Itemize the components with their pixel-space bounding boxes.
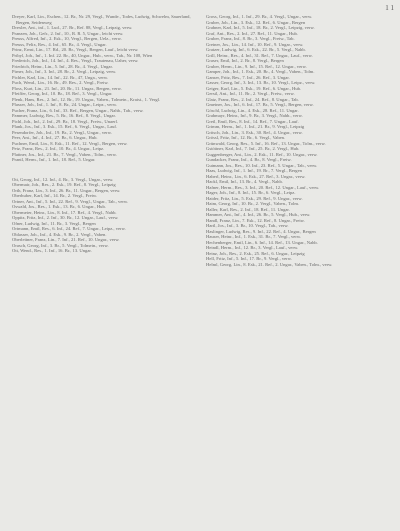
list-entry: Ofner, Ludwig, Inf., 11. Br., 3. Vergl., Bergen <box>12 220 96 226</box>
list-entry: Frederich, Joh., Inf., 14. Inf., 4. Res., Vergl., Trautenau, Uaher, verw. <box>12 58 139 63</box>
list-entry: Grabmayr, Heinr., Inf., 9. Br., 3. Vergl., Nahb., verw. <box>206 113 303 118</box>
list-entry: Gasser, Georg, Inf., 3. Inf., 13. Br., 10. Vergl., Leipz., verw. <box>206 80 316 85</box>
list-entry: Gruber, Herm., Lin., 9. Inf., 15. Ref., 12. Ungar., verw. <box>206 63 307 69</box>
list-entry: Plattner, Jos., Inf., 21. Br., 7. Vergl., Vaben., Tolm., verw. <box>12 151 117 157</box>
list-entry: Hell, Fritz, Inf., 5. Inf., 17. Br., 9. Vergl., verw. <box>206 256 292 261</box>
list-entry: Obermair, Joh., Res., 2. Esk., 19. Ref., 8. Vergl., Leipzig <box>12 182 116 187</box>
list-entry: Pichler, Karl, Lin., 14. Inf., 22. Br., 47, Unga., verw. <box>12 74 109 80</box>
list-entry: Hager, Joh., Inf., 8. Inf., 15. Br., 6. Vergl., Leipz. <box>206 190 296 195</box>
list-entry: Grimm, Herm., Inf., 1. Inf., 21. Br., 9. Vergl., Leipzig <box>206 124 305 129</box>
list-entry: Gamper, Joh., Inf., 1. Esk., 20. Br., 4. Vergl., Vaben., Tolm. <box>206 69 315 74</box>
list-entry: Puch, Wend., Lin., 16. Br., 49. Res., 2. Vergl., Freiw. <box>12 80 109 85</box>
list-entry: Pesendorfer, Joh., Inf., 19. Br., 2. Vergl., Ungar., verw. <box>12 129 112 135</box>
list-entry: Oberleitner, Franz, Lin., 7. Inf., 21. Ref., 10. Ungar., verw. <box>12 237 120 242</box>
list-entry: Orasch, Georg, Inf., 3. Br., 5. Vergl., Tolmein., verw. <box>12 242 109 248</box>
list-entry: Haider, Fritz, Lin., 5. Esk., 29. Ref., 9. Ungar., verw. <box>206 195 303 201</box>
list-entry: Gundacker, Franz, Inf., 4. Br., 8. Vergl., Freiw. <box>206 157 292 162</box>
list-entry: Preuss, Felix, Res., 4. Inf., 65. Br., 4. Vergl., Ungar. <box>12 41 107 47</box>
column-gap <box>12 163 192 177</box>
list-entry: Drexler, Ant., inf., 1. Lud., 27. Br., Ref. 88, Vergl., Leipzig, verw. <box>12 25 133 30</box>
list-entry: Grünwald, Georg, Res., 5. Inf., 16. Ref., 13. Ungar., Tolm., verw. <box>206 140 326 146</box>
list-entry: Oswald, Jos., Res., 1. Esk., 13. Br., 6. Ungar., Hub. <box>12 204 106 209</box>
list-entry: Graser, Emil, Inf., 2. Br., 8. Vergl., Bergen <box>206 58 284 63</box>
list-entry: Geiger, Karl, Lin., 5. Esk., 19. Ref., 6. Ungar., Hub. <box>206 85 302 91</box>
list-entry: Haller, Karl, Res., 2. Inf., 18. Ref., 11. Ungar. <box>206 206 290 212</box>
list-entry: Grabner, Karl, Inf., 5. Inf., 18. Br., 2. Vergl., Leipzig, verw. <box>206 25 315 30</box>
list-entry: Haslinger, Ludwig, Res., 9. Inf., 22. Ref., 4. Ungar., Bergen <box>206 228 316 234</box>
list-entry: Friedrich, Heinr., Lin., 5. Inf., 28. Br., 4. Vergl., Ungar. <box>12 63 113 69</box>
list-entry: Dreyer, Karl, Lin., Eschen., 12. Br., Nr. 29, Vergl., Wunde., Todes, Ludwig, Schwelm, Sauerland, Bergen, Seidenweg <box>12 14 191 25</box>
list-entry: Plenk, Hans, Res., 2. Inf., 12. Br., 19. Ungar., Vaben., Tolmein., Kraist., 1. Vergl. <box>12 96 161 102</box>
list-entry: Gutmann, Jos., Res., 10. Inf., 23. Ref., 5. Ungar., Tab., verw. <box>206 162 318 168</box>
list-entry: Glatz, Franz, Res., 2. Inf., 24. Ref., 8. Ungar., Tab. <box>206 96 299 102</box>
list-entry: Hauser, Heinr., Inf., 1. Esk., 31. Br., 7. Vergl., verw. <box>206 234 302 239</box>
list-entry: Gruber, Franz, Inf., 8. Br., 3. Vergl., Freiw., Tab. <box>206 36 295 41</box>
right-column-list <box>206 14 386 267</box>
list-entry: Graf, Ant., Res., 2. Inf., 27. Ref., 11. Ungar., Hub. <box>206 30 298 36</box>
list-entry: Ott, Wend., Res., 1. Inf., 16. Br., 13. Ungar. <box>12 248 92 253</box>
list-entry: Puchner, Emil, Lin., 8. Esk., 11. Ref., 12. Vergl., Bergen, verw. <box>12 140 128 146</box>
list-entry: Oblasser, Joh., Inf., 4. Esk., 9. Br., 2. Vergl., Vaben. <box>12 231 107 237</box>
list-entry: Gratzer, Ludwig, Inf., 6. Esk., 22. Br., 5. Vergl., Nahb. <box>206 47 306 52</box>
list-entry: Pichl, Joh., Inf., 2. Inf., 29. Br., 18. Vergl., Freiw., Unaerl. <box>12 118 119 124</box>
list-entry: Hartl, Jos., Inf., 3. Br., 10. Vergl., Tab., verw. <box>206 223 289 228</box>
list-entry: Oberhuber, Karl, Inf., 14. Br., 2. Vergl., Freiw. <box>12 193 98 198</box>
list-entry: Oppitz, Fritz, Inf., 2. Inf., 30. Br., 12. Ungar., Lauf., verw. <box>12 215 119 220</box>
list-entry: Guggenberger, Ant., Lin., 2. Esk., 11. Ref., 10. Ungar., verw. <box>206 151 318 157</box>
list-entry: Handl, Franz, Lin., 7. Esk., 12. Ref., 8. Ungar., Freiw. <box>206 217 305 223</box>
list-entry: Gross, Georg, Inf., 1. Inf., 29. Br., 4. Vergl., Ungar., verw. <box>206 14 313 19</box>
list-entry: Pucher, Franz, Lin., 6. Inf., 33. Ref., Bergen, Ungar., Nahb., Tab., verw. <box>12 107 144 113</box>
list-entry: Prantl, Herm., Inf., 1. Inf., 18. Ref., 5. Ungar. <box>12 157 96 162</box>
left-column-bottom-list <box>12 177 192 254</box>
list-entry: Helml, Georg, Lin., 8. Esk., 21. Ref., 2. Ungar., Vaben., Tolm., verw. <box>206 261 333 267</box>
left-column-top-list <box>12 14 192 163</box>
list-entry: Greil, Emil, Res., 8. Inf., 14. Ref., 7. Ungar., Lauf. <box>206 118 299 124</box>
list-entry: Ploss, Kurt, Lin., 21. Inf., 20. Br., 11. Ungar., Bergen, verw. <box>12 85 122 91</box>
list-entry: Plasser, Joh., Inf., 1. Inf., 8. Br., 24. Ungar., Leipz., verw. <box>12 102 118 107</box>
right-column <box>206 14 386 267</box>
page-number: 1 1 <box>385 4 394 12</box>
list-entry: Gstöttner, Karl, Inf., 7. Inf., 25. Br., 2. Vergl., Hub. <box>206 146 300 151</box>
list-entry: Preuss, Alfred, Inf., 2. Esk., 10, Vergl., Bergen, Uelz., verw. <box>12 36 122 41</box>
list-entry: Peer, Ant., Inf., 4. Inf., 27. Br., 6. Ungar., Hub. <box>12 135 98 140</box>
list-entry: Petz, Franz, Res., 2. Inf., 10. Br., 4. Ungar., Leipz. <box>12 146 105 151</box>
list-entry: Heindl, Herm., Inf., 12. Br., 3. Vergl., Lauf., verw. <box>206 245 299 250</box>
list-entry: Grill, Heinr., Res., 4. Inf., 31. Ref., 7. Ungar., Lauf., verw. <box>206 52 313 58</box>
list-entry: Hackl, Emil, Inf., 13. Br., 4. Vergl., Nahb. <box>206 179 283 184</box>
list-entry: Plank, Jos., Inf., 3. Esk., 15. Ref., 6. Vergl., Ungar., Lauf. <box>12 124 118 129</box>
list-entry: Haas, Ludwig, Inf., 1. Inf., 19. Br., 7. Vergl., Bergen <box>206 168 302 173</box>
list-entry: Haim, Georg, Inf., 10. Br., 2. Vergl., Vaben., Tolm. <box>206 201 300 206</box>
list-entry: Grössl, Fritz, Inf., 12. Br., 6. Vergl., Vaben. <box>206 135 286 140</box>
list-entry: Orth, Franz, Lin., 3. Inf., 26. Br., 11. Ungar., Bergen, verw. <box>12 187 121 193</box>
list-entry: Prinz, Ernst, Lin., 17. Rd., 20. Br., Vergl., Bergen, Lauf., leicht verw. <box>12 47 139 52</box>
list-entry: Ortmann, Emil, Res., 6. Inf., 24. Ref., 7. Ungar., Leipz., verw. <box>12 226 126 231</box>
list-entry: Ortner, Ant., Inf., 5. Inf., 22. Ref., 9. Vergl., Ungar., Tab., verw. <box>12 198 129 204</box>
list-entry: Heinz, Joh., Res., 2. Esk., 25. Ref., 6. Ungar., Leipzig <box>206 250 305 256</box>
list-entry: Greiner, Jos., Lin., 14. Inf., 10. Ref., 9. Ungar., verw. <box>206 41 304 47</box>
list-entry: Hafner, Herm., Res., 3. Inf., 20. Ref., 12. Ungar., Lauf., verw. <box>206 184 320 190</box>
list-entry: Göschl, Ludwig, Lin., 4. Esk., 28. Ref., 11. Ungar. <box>206 107 299 113</box>
left-column <box>12 14 192 254</box>
list-entry: Gerstl, Ant., Inf., 11. Br., 2. Vergl., Freiw., verw. <box>206 91 295 96</box>
list-entry: Pranzen, Joh., Gefr., 2. Inf., 10., R. R. 5, Ungar., leicht verw. <box>12 30 124 36</box>
list-entry: Pfeiffer, Georg, Inf., 10. Br., 18. Ref., 3. Vergl., Ungar. <box>12 91 113 96</box>
list-entry: Pribyl, Joh., Inf., 1. Inf. 22. Br., 40, Ungar., Hub., verw., Tab., Nr. 108, Wien <box>12 52 153 58</box>
list-entry: Pammer, Ludwig, Res., 5. Br., 16. Ref., 8. Vergl., Ungar. <box>12 113 116 118</box>
list-entry: Hechenberger, Emil, Lin., 6. Inf., 14. Ref., 13. Ungar., Nahb. <box>206 239 318 245</box>
list-entry: Gmeiner, Jos., Inf., 6. Inf., 17. Br., 5. Vergl., Bergen, verw. <box>206 102 314 107</box>
list-entry: Obermeier, Heinr., Lin., 8. Inf., 17. Ref., 4. Vergl., Nahb. <box>12 209 117 215</box>
list-entry: Gritsch, Joh., Lin., 3. Esk., 30. Ref., 4. Ungar., verw. <box>206 129 303 135</box>
list-entry: Pirner, Joh., Inf., 3. Inf., 28. Br., 2. Vergl., Leipzig, verw. <box>12 69 117 74</box>
list-entry: Ganser, Fritz, Res., 7. Inf., 26. Ref., 3. Ungar. <box>206 74 290 80</box>
list-entry: Hammer, Ant., Inf., 4. Inf., 26. Br., 5. Vergl., Hub., verw. <box>206 212 311 217</box>
list-entry: Haberl, Heinr., Lin., 6. Esk., 27. Ref., 3. Ungar., verw. <box>206 173 306 179</box>
list-entry: Gruber, Joh., Lin., 3. Esk., 12. Ref., 6. Ungar., Bergen <box>206 19 306 25</box>
list-entry: Ott, Georg, Inf., 12. Inf., 4. Br., 3. Vergl., Ungar., verw. <box>12 176 114 182</box>
